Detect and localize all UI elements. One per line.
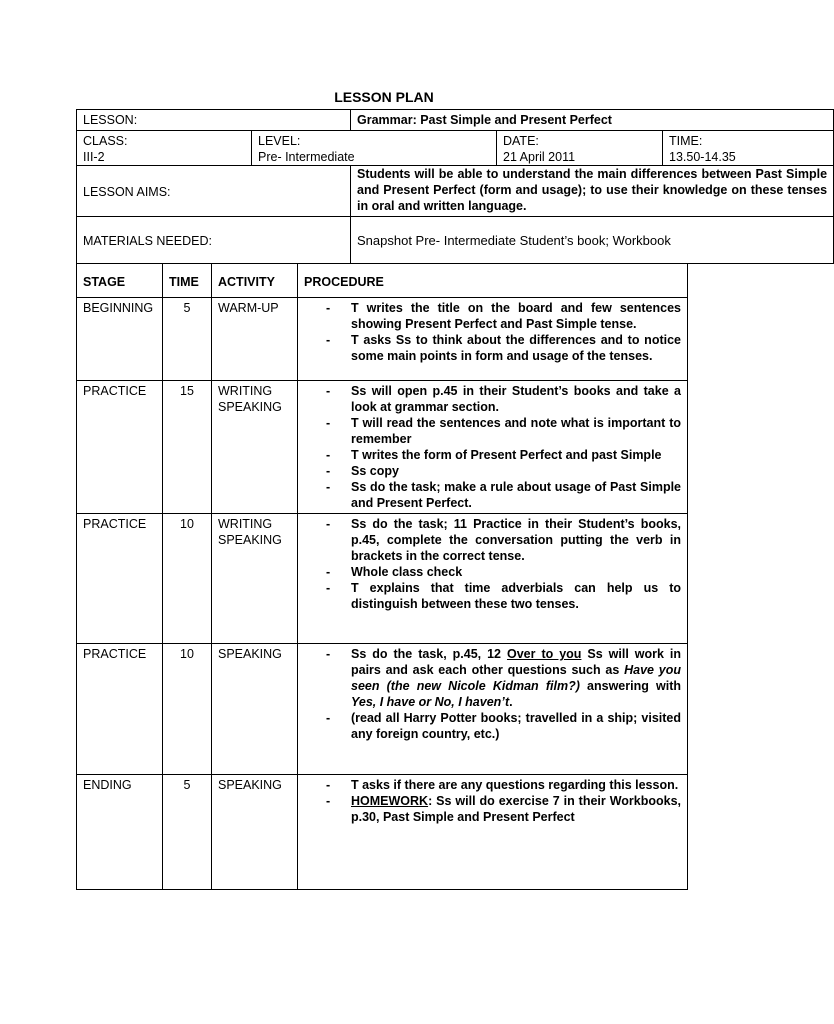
date-cell [497, 131, 663, 166]
time-cell: 5 [163, 298, 212, 381]
step-text: Ss copy [351, 464, 399, 478]
activity-line: WARM-UP [218, 301, 279, 315]
activity-line: WRITING [218, 517, 273, 531]
stage-cell: PRACTICE [77, 644, 163, 775]
time-cell: 5 [163, 775, 212, 890]
aims-value: Students will be able to understand the main differences between Past Simple and Present Perfect (form and usage); to use their knowledge on these tenses in oral and written language. [351, 166, 834, 217]
lesson-header-table [76, 109, 834, 264]
activity-line: SPEAKING [218, 647, 282, 661]
step-underlined-text: Over to you [506, 647, 582, 661]
bullet-dash: - [326, 384, 331, 398]
class-value: III-2 [83, 150, 105, 164]
procedure-step [304, 777, 681, 793]
step-text: . [509, 695, 513, 709]
step-text: Ss will open p.45 in their Student’s books and take a look at grammar section. [351, 384, 681, 414]
materials-label: MATERIALS NEEDED: [77, 217, 351, 264]
table-row [77, 298, 688, 381]
time-cell [663, 131, 834, 166]
class-label: CLASS: [83, 134, 128, 148]
activity-cell [212, 298, 298, 381]
stage-header: STAGE [77, 264, 163, 298]
bullet-dash: - [326, 711, 331, 725]
time-header: TIME [163, 264, 212, 298]
procedure-step [304, 516, 681, 564]
date-value: 21 April 2011 [503, 150, 576, 164]
step-text: T explains that time adverbials can help us to distinguish between these two tenses. [351, 581, 681, 611]
step-italic-text: Have you seen (the new Nicole Kidman film?) [351, 663, 681, 693]
procedure-step [304, 710, 681, 742]
aims-label: LESSON AIMS: [77, 166, 351, 217]
procedure-cell [298, 644, 688, 775]
level-value: Pre- Intermediate [258, 150, 355, 164]
stage-cell: PRACTICE [77, 381, 163, 514]
procedure-step [304, 463, 681, 479]
procedure-step [304, 332, 681, 364]
step-text: : Ss will do exercise 7 in their Workbooks, p.30, Past Simple and Present Perfect [351, 794, 681, 824]
step-text: T writes the form of Present Perfect and past Simple [351, 448, 662, 462]
activity-cell [212, 644, 298, 775]
activity-cell [212, 381, 298, 514]
procedure-step [304, 580, 681, 612]
table-row [77, 775, 688, 890]
lesson-value: Grammar: Past Simple and Present Perfect [351, 110, 834, 131]
homework-label: HOMEWORK [351, 794, 429, 808]
bullet-dash: - [326, 581, 331, 595]
bullet-dash: - [326, 794, 331, 808]
class-cell [77, 131, 252, 166]
activity-cell [212, 775, 298, 890]
procedure-cell [298, 514, 688, 644]
stage-cell: BEGINNING [77, 298, 163, 381]
step-italic-text: Yes, I have or No, I haven’t [351, 695, 510, 709]
time-label: TIME: [669, 134, 703, 148]
bullet-dash: - [326, 778, 331, 792]
step-text: answering with [579, 679, 682, 693]
date-label: DATE: [503, 134, 539, 148]
bullet-dash: - [326, 565, 331, 579]
procedure-cell [298, 298, 688, 381]
activity-header: ACTIVITY [212, 264, 298, 298]
time-value: 13.50-14.35 [669, 150, 736, 164]
procedure-cell [298, 775, 688, 890]
time-cell: 15 [163, 381, 212, 514]
procedure-step [304, 383, 681, 415]
bullet-dash: - [326, 448, 331, 462]
lesson-label: LESSON: [77, 110, 351, 131]
step-text: Whole class check [351, 565, 463, 579]
procedure-step [304, 646, 681, 710]
stage-cell: PRACTICE [77, 514, 163, 644]
table-row [77, 514, 688, 644]
table-row [77, 381, 688, 514]
step-text: Ss do the task; 11 Practice in their Student’s books, p.45, complete the conversation putting the verb in brackets in the correct tense. [351, 517, 681, 563]
stage-cell: ENDING [77, 775, 163, 890]
step-text: Ss do the task; make a rule about usage of Past Simple and Present Perfect. [351, 480, 681, 510]
level-cell [252, 131, 497, 166]
activity-line: WRITING [218, 384, 273, 398]
procedure-step [304, 300, 681, 332]
procedure-step [304, 415, 681, 447]
procedure-step [304, 564, 681, 580]
activity-line: SPEAKING [218, 533, 282, 547]
activity-cell [212, 514, 298, 644]
step-text: (read all Harry Potter books; travelled in a ship; visited any foreign country, etc.) [351, 711, 681, 741]
step-text: T asks Ss to think about the differences and to notice some main points in form and usage of the tenses. [351, 333, 681, 363]
step-text: T asks if there are any questions regarding this lesson. [351, 778, 679, 792]
level-label: LEVEL: [258, 134, 301, 148]
activity-line: SPEAKING [218, 778, 282, 792]
step-text: T will read the sentences and note what is important to remember [351, 416, 681, 446]
bullet-dash: - [326, 301, 331, 315]
procedure-header: PROCEDURE [298, 264, 688, 298]
step-text: Ss do the task, p.45, 12 [351, 647, 507, 661]
time-cell: 10 [163, 514, 212, 644]
procedure-step [304, 479, 681, 511]
bullet-dash: - [326, 647, 331, 661]
step-text: T writes the title on the board and few sentences showing Present Perfect and Past Simple tense. [351, 301, 681, 331]
step-text: Ss will work in pairs and ask each other questions such as [351, 647, 682, 677]
procedure-step [304, 447, 681, 463]
bullet-dash: - [326, 517, 331, 531]
bullet-dash: - [326, 464, 331, 478]
materials-value: Snapshot Pre- Intermediate Student’s book; Workbook [351, 217, 834, 264]
procedure-table [76, 263, 688, 890]
procedure-step [304, 793, 681, 825]
time-cell: 10 [163, 644, 212, 775]
procedure-cell [298, 381, 688, 514]
table-row [77, 644, 688, 775]
bullet-dash: - [326, 416, 331, 430]
bullet-dash: - [326, 333, 331, 347]
activity-line: SPEAKING [218, 400, 282, 414]
page-title: LESSON PLAN [334, 89, 434, 105]
bullet-dash: - [326, 480, 331, 494]
